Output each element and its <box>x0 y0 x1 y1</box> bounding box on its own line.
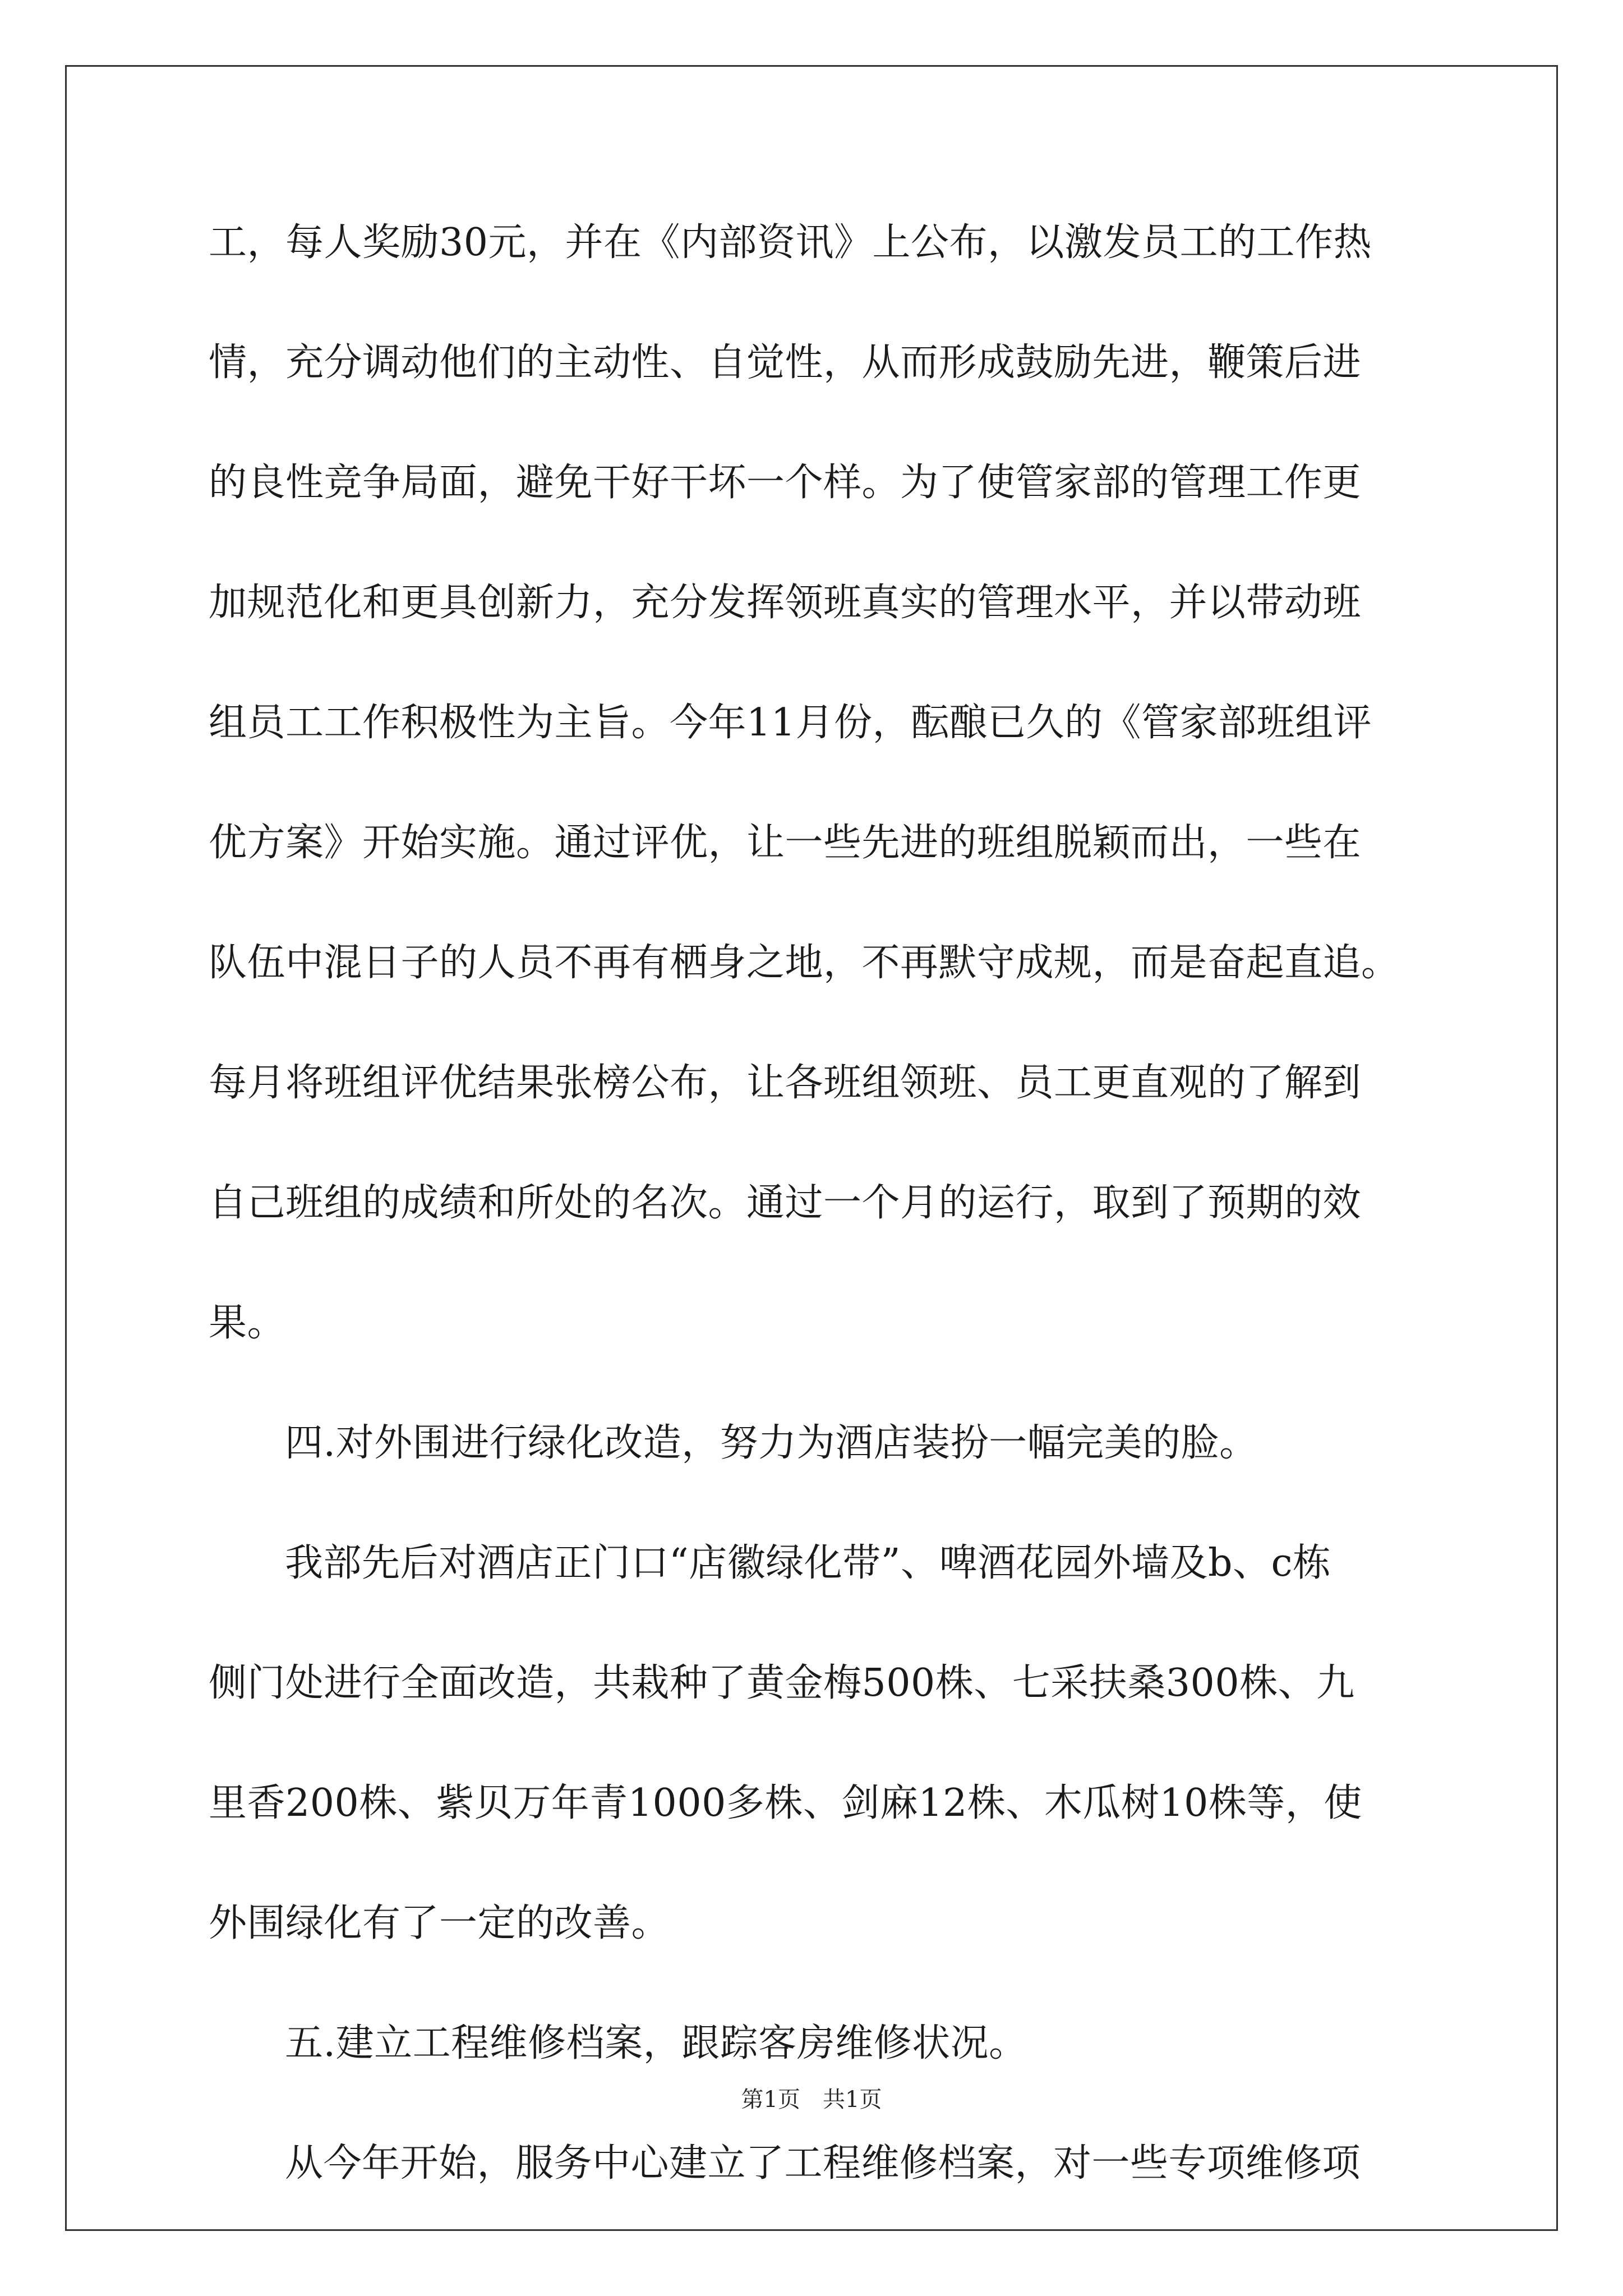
text-line: 自己班组的成绩和所处的名次。通过一个月的运行，取到了预期的效 <box>209 1181 1362 1225</box>
text-line: 优方案》开始实施。通过评优，让一些先进的班组脱颖而出，一些在 <box>209 821 1362 865</box>
text-line: 加规范化和更具创新力，充分发挥领班真实的管理水平，并以带动班 <box>209 581 1362 625</box>
text-line: 队伍中混日子的人员不再有栖身之地，不再默守成规，而是奋起直追。 <box>209 941 1400 985</box>
section-heading: 四.对外围进行绿化改造，努力为酒店装扮一幅完美的脸。 <box>285 1421 1258 1465</box>
page-footer: 第1页 共1页 <box>741 2087 882 2113</box>
text-line: 组员工工作积极性为主旨。今年11月份，酝酿已久的《管家部班组评 <box>209 701 1372 745</box>
text-line: 我部先后对酒店正门口“店徽绿化带”、啤酒花园外墙及b、c栋 <box>285 1541 1331 1585</box>
text-line: 果。 <box>209 1301 286 1345</box>
section-heading: 五.建立工程维修档案，跟踪客房维修状况。 <box>285 2021 1027 2065</box>
text-line: 从今年开始，服务中心建立了工程维修档案，对一些专项维修项 <box>285 2141 1361 2185</box>
text-line: 里香200株、紫贝万年青1000多株、剑麻12株、木瓜树10株等，使 <box>209 1781 1362 1825</box>
text-line: 每月将班组评优结果张榜公布，让各班组领班、员工更直观的了解到 <box>209 1061 1362 1105</box>
text-line: 侧门处进行全面改造，共栽种了黄金梅500株、七采扶桑300株、九 <box>209 1661 1355 1705</box>
text-line: 工，每人奖励30元，并在《内部资讯》上公布，以激发员工的工作热 <box>209 220 1372 265</box>
text-line: 情，充分调动他们的主动性、自觉性，从而形成鼓励先进，鞭策后进 <box>209 341 1362 385</box>
text-line: 的良性竞争局面，避免干好干坏一个样。为了使管家部的管理工作更 <box>209 461 1362 505</box>
text-line: 外围绿化有了一定的改善。 <box>209 1901 670 1945</box>
